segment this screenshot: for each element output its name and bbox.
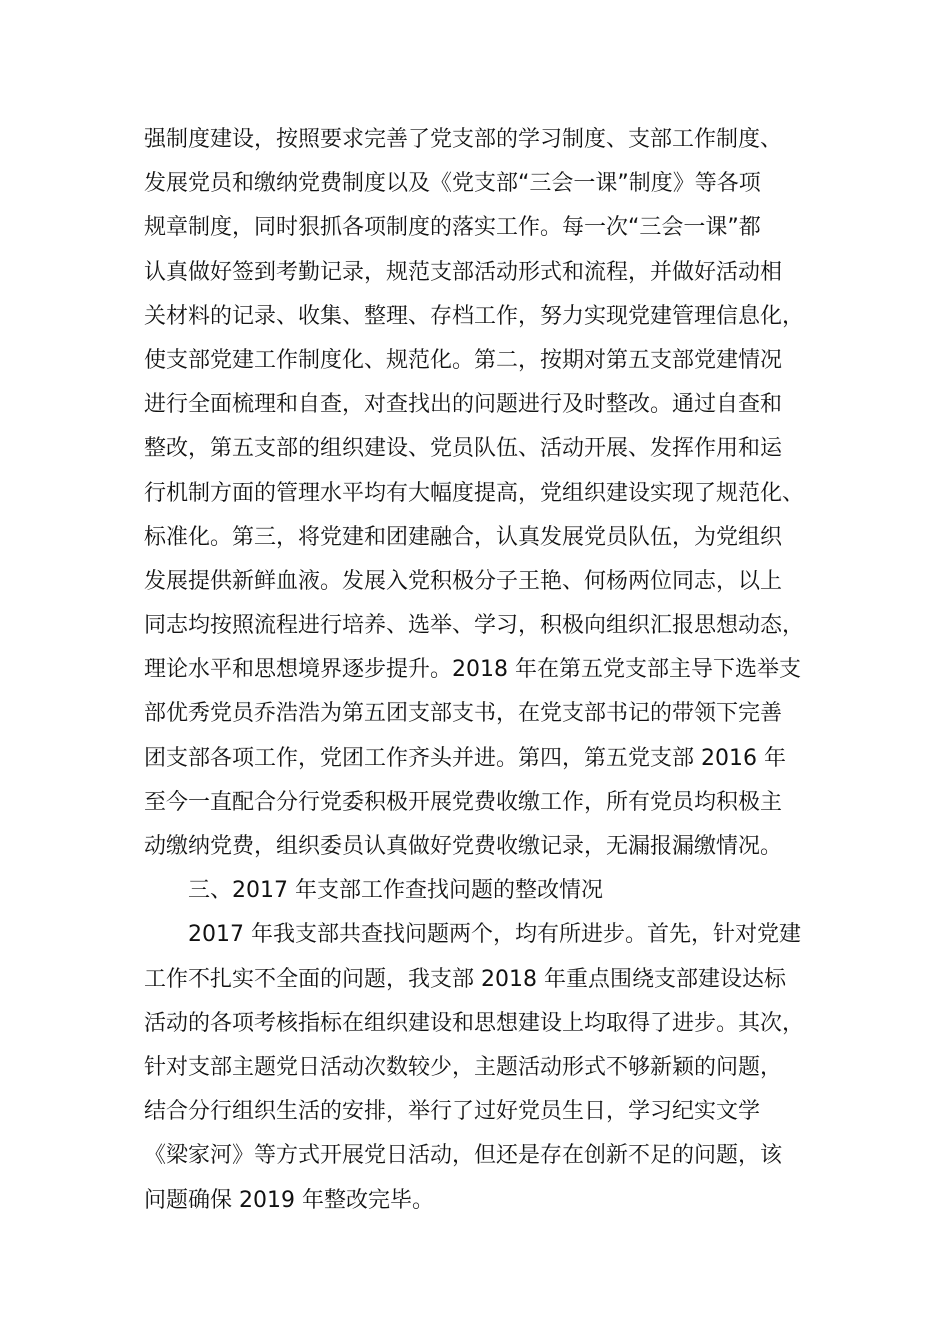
body-line-19: 2017 年我支部共查找问题两个，均有所进步。首先，针对党建 [188, 922, 801, 948]
body-line-17: 动缴纳党费，组织委员认真做好党费收缴记录，无漏报漏缴情况。 [144, 834, 783, 859]
body-line-10: 标准化。第三，将党建和团建融合，认真发展党员队伍，为党组织 [144, 524, 783, 550]
body-line-5: 关材料的记录、收集、整理、存档工作，努力实现党建管理信息化， [144, 303, 805, 329]
body-line-6: 使支部党建工作制度化、规范化。第二，按期对第五支部党建情况 [144, 347, 783, 373]
body-line-13: 理论水平和思想境界逐步提升。2018 年在第五党支部主导下选举支 [144, 657, 801, 683]
body-line-11: 发展提供新鲜血液。发展入党积极分子王艳、何杨两位同志，以上 [144, 568, 783, 594]
body-line-7: 进行全面梳理和自查，对查找出的问题进行及时整改。通过自查和 [144, 392, 783, 418]
body-line-3: 规章制度，同时狠抓各项制度的落实工作。每一次“三会一课”都 [144, 215, 761, 241]
body-line-21: 活动的各项考核指标在组织建设和思想建设上均取得了进步。其次， [144, 1010, 805, 1036]
body-line-20: 工作不扎实不全面的问题，我支部 2018 年重点围绕支部建设达标 [144, 966, 786, 992]
body-line-15: 团支部各项工作，党团工作齐头并进。第四，第五党支部 2016 年 [144, 745, 786, 771]
body-line-25: 问题确保 2019 年整改完毕。 [144, 1187, 434, 1213]
body-line-4: 认真做好签到考勤记录，规范支部活动形式和流程，并做好活动相 [144, 259, 783, 285]
body-line-1: 强制度建设，按照要求完善了党支部的学习制度、支部工作制度、 [144, 127, 783, 152]
body-line-24: 《梁家河》等方式开展党日活动，但还是存在创新不足的问题，该 [144, 1143, 783, 1169]
section-heading: 三、2017 年支部工作查找问题的整改情况 [188, 878, 603, 904]
body-line-23: 结合分行组织生活的安排，举行了过好党员生日，学习纪实文学 [144, 1099, 761, 1125]
body-line-8: 整改，第五支部的组织建设、党员队伍、活动开展、发挥作用和运 [144, 436, 783, 462]
document-body [144, 118, 816, 1223]
body-line-14: 部优秀党员乔浩浩为第五团支部支书，在党支部书记的带领下完善 [144, 701, 783, 727]
body-line-16: 至今一直配合分行党委积极开展党费收缴工作，所有党员均积极主 [144, 789, 783, 815]
body-line-22: 针对支部主题党日活动次数较少，主题活动形式不够新颖的问题， [144, 1054, 783, 1080]
body-line-2: 发展党员和缴纳党费制度以及《党支部“三会一课”制度》等各项 [144, 171, 761, 197]
body-line-12: 同志均按照流程进行培养、选举、学习，积极向组织汇报思想动态， [144, 613, 805, 639]
body-line-9: 行机制方面的管理水平均有大幅度提高，党组织建设实现了规范化、 [144, 480, 805, 506]
